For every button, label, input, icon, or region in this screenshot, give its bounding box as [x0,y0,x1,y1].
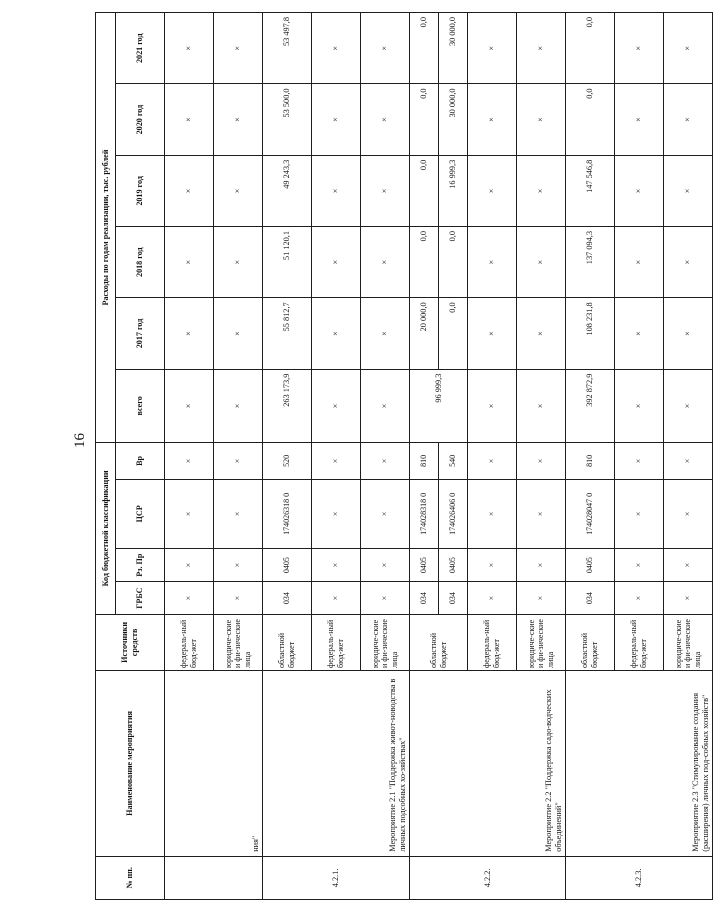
total-cell: × [517,369,566,442]
y2019-cell: × [615,155,664,226]
y2018-cell: 137 094,3 [566,227,615,298]
y2020-cell: × [517,84,566,155]
grbs-cell: × [361,582,410,614]
grbs-cell: 034 [566,582,615,614]
source-cell: юридиче-ские и фи-зические лица [214,614,263,670]
y2021-cell: × [312,13,361,84]
table-row [165,13,214,900]
y2021-cell: × [517,13,566,84]
y2019-cell: 49 243,3 [263,155,312,226]
grbs-cell: 034 [263,582,312,614]
rzpr-cell: × [214,548,263,581]
source-cell: федераль-ный бюд-жет [312,614,361,670]
y2018-cell: × [214,227,263,298]
header-csr: ЦСР [116,479,165,548]
grbs-cell: × [517,582,566,614]
source-cell: юридиче-ские и фи-зические лица [517,614,566,670]
vr-cell: × [664,443,713,480]
measure-name: Мероприятие 2.2 "Поддержка садо-водческих объединений" [410,670,566,856]
csr-cell: × [664,479,713,548]
total-cell: 263 173,9 [263,369,312,442]
vr-cell: 540 [439,443,468,480]
csr-cell: × [165,479,214,548]
source-cell: юридиче-ские и фи-зические лица [664,614,713,670]
csr-cell: × [615,479,664,548]
table-row [263,13,312,900]
rzpr-cell: 0405 [439,548,468,581]
y2017-cell: 108 231,8 [566,298,615,369]
total-cell: 392 872,9 [566,369,615,442]
y2017-cell: × [468,298,517,369]
grbs-cell: 034 [439,582,468,614]
y2017-cell: × [615,298,664,369]
y2018-cell: × [361,227,410,298]
y2021-cell: 0,0 [566,13,615,84]
y2021-cell: × [615,13,664,84]
total-cell: × [468,369,517,442]
y2017-cell: × [214,298,263,369]
y2020-cell: 0,0 [566,84,615,155]
y2019-cell: × [214,155,263,226]
row-num: 4.2.2. [410,856,566,899]
rzpr-cell: × [312,548,361,581]
grbs-cell: × [468,582,517,614]
vr-cell: 810 [566,443,615,480]
total-cell: × [361,369,410,442]
y2017-cell: × [517,298,566,369]
header-2021: 2021 год [116,13,165,84]
header-grbs: ГРБС [116,582,165,614]
y2018-cell: 0,0 [439,227,468,298]
y2018-cell: × [165,227,214,298]
grbs-cell: × [312,582,361,614]
total-cell: × [214,369,263,442]
y2017-cell: × [664,298,713,369]
y2019-cell: 147 546,8 [566,155,615,226]
y2020-cell: × [214,84,263,155]
y2021-cell: × [361,13,410,84]
y2019-cell: 0,0 [410,155,439,226]
measure-name: ния" [165,670,263,856]
y2017-cell: × [361,298,410,369]
y2017-cell: × [165,298,214,369]
vr-cell: × [214,443,263,480]
rzpr-cell: × [361,548,410,581]
y2018-cell: × [664,227,713,298]
y2020-cell: × [361,84,410,155]
total-cell: × [165,369,214,442]
header-2018: 2018 год [116,227,165,298]
source-cell: областной бюджет [410,614,468,670]
y2021-cell: 0,0 [410,13,439,84]
y2017-cell: 20 000,0 [410,298,439,369]
y2021-cell: 30 000,0 [439,13,468,84]
header-2019: 2019 год [116,155,165,226]
y2018-cell: × [468,227,517,298]
y2019-cell: 16 999,3 [439,155,468,226]
y2017-cell: 55 812,7 [263,298,312,369]
y2019-cell: × [517,155,566,226]
y2019-cell: × [468,155,517,226]
y2018-cell: × [615,227,664,298]
table-row [410,13,439,900]
csr-cell: 174026318 0 [263,479,312,548]
rzpr-cell: 0405 [410,548,439,581]
header-code-group: Код бюджетной классификации [96,443,116,615]
source-cell: областной бюджет [263,614,312,670]
y2021-cell: × [165,13,214,84]
y2018-cell: 0,0 [410,227,439,298]
grbs-cell: × [615,582,664,614]
y2017-cell: 0,0 [439,298,468,369]
row-num [165,856,263,899]
measure-name: Мероприятие 2.1 "Поддержка живот-новодства в личных подсобных хо-зяйствах" [263,670,410,856]
csr-cell: 174028318 0 [410,479,439,548]
y2020-cell: × [615,84,664,155]
grbs-cell: × [664,582,713,614]
header-source: Источники средств [96,614,165,670]
source-cell: областной бюджет [566,614,615,670]
page-number: 16 [72,433,88,448]
total-cell: 96 999,3 [410,369,468,442]
y2017-cell: × [312,298,361,369]
total-cell: × [664,369,713,442]
y2020-cell: × [468,84,517,155]
header-expenses-group: Расходы по годам реализации, тыс. рублей [96,13,116,443]
y2018-cell: × [517,227,566,298]
source-cell: федераль-ный бюд-жет [468,614,517,670]
y2020-cell: × [664,84,713,155]
measure-name: Мероприятие 2.3 "Стимулирование создания (расширения) личных под-собных хозяйств" [566,670,713,856]
header-num: № пп. [96,856,165,899]
grbs-cell: × [214,582,263,614]
y2020-cell: × [165,84,214,155]
y2020-cell: 53 500,0 [263,84,312,155]
y2021-cell: × [664,13,713,84]
y2021-cell: × [214,13,263,84]
csr-cell: 174028047 0 [566,479,615,548]
csr-cell: × [214,479,263,548]
total-cell: × [312,369,361,442]
y2018-cell: × [312,227,361,298]
vr-cell: × [517,443,566,480]
vr-cell: × [312,443,361,480]
rzpr-cell: × [615,548,664,581]
grbs-cell: × [165,582,214,614]
row-num: 4.2.1. [263,856,410,899]
csr-cell: × [361,479,410,548]
table-row [566,13,615,900]
vr-cell: 520 [263,443,312,480]
header-name: Наименование мероприятия [96,670,165,856]
y2020-cell: 0,0 [410,84,439,155]
row-num: 4.2.3. [566,856,713,899]
rzpr-cell: × [468,548,517,581]
csr-cell: × [468,479,517,548]
csr-cell: 174026406 0 [439,479,468,548]
header-2017: 2017 год [116,298,165,369]
header-rzpr: Рз. Пр [116,548,165,581]
source-cell: федераль-ный бюд-жет [615,614,664,670]
vr-cell: × [361,443,410,480]
rzpr-cell: × [664,548,713,581]
vr-cell: × [468,443,517,480]
source-cell: юридиче-ские и фи-зические лица [361,614,410,670]
y2021-cell: × [468,13,517,84]
total-cell: × [615,369,664,442]
y2018-cell: 51 120,1 [263,227,312,298]
vr-cell: 810 [410,443,439,480]
y2019-cell: × [361,155,410,226]
rzpr-cell: 0405 [566,548,615,581]
vr-cell: × [615,443,664,480]
rzpr-cell: × [165,548,214,581]
header-2020: 2020 год [116,84,165,155]
y2019-cell: × [312,155,361,226]
rotated-table-wrapper [95,12,711,900]
y2021-cell: 53 497,8 [263,13,312,84]
header-total: всего [116,369,165,442]
y2019-cell: × [165,155,214,226]
source-cell: федераль-ный бюд-жет [165,614,214,670]
rzpr-cell: 0405 [263,548,312,581]
y2019-cell: × [664,155,713,226]
header-vr: Вр [116,443,165,480]
csr-cell: × [517,479,566,548]
vr-cell: × [165,443,214,480]
csr-cell: × [312,479,361,548]
y2020-cell: × [312,84,361,155]
rzpr-cell: × [517,548,566,581]
grbs-cell: 034 [410,582,439,614]
budget-table [95,12,713,900]
y2020-cell: 30 000,0 [439,84,468,155]
